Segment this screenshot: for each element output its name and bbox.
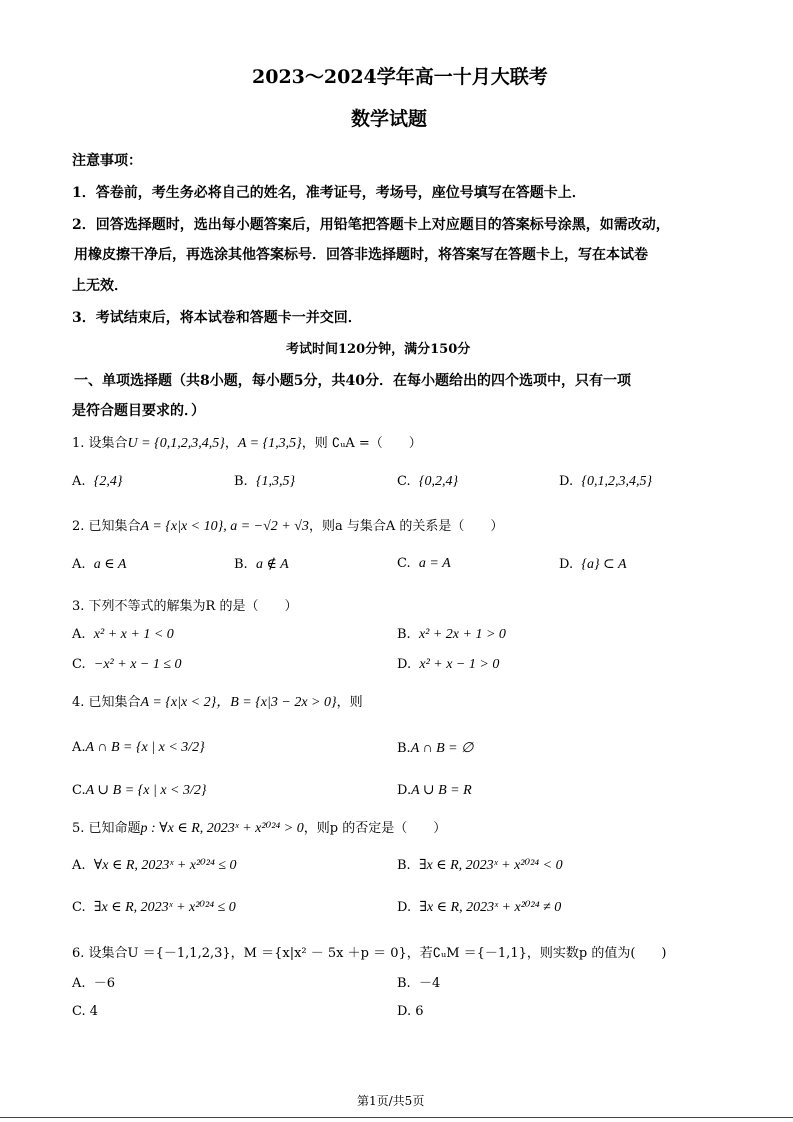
option-value: {a} ⊂ A bbox=[581, 557, 627, 572]
option-label: A. bbox=[72, 474, 86, 489]
option-value: A ∩ B = {x | x < 3/2} bbox=[85, 740, 205, 755]
q4-stem-prefix: 4. 已知集合 bbox=[72, 695, 141, 710]
q2-option-d bbox=[559, 556, 627, 573]
option-value: 6 bbox=[415, 1004, 424, 1019]
option-label: C. bbox=[397, 556, 411, 571]
option-value: {2,4} bbox=[93, 474, 123, 489]
q5-option-d bbox=[397, 899, 561, 916]
option-label: A. bbox=[72, 740, 86, 755]
notice-item-2-line-3: 上无效． bbox=[72, 278, 128, 294]
q5-option-a bbox=[72, 857, 237, 874]
option-value: {0,2,4} bbox=[418, 474, 459, 489]
q6-option-d bbox=[397, 1004, 424, 1019]
option-label: A. bbox=[72, 557, 86, 572]
option-label: B. bbox=[234, 557, 248, 572]
option-label: D. bbox=[397, 657, 412, 672]
section-1-line-1: 一、单项选择题（共8小题，每小题5分，共40分．在每小题给出的四个选项中，只有一项 bbox=[74, 373, 631, 389]
q4-math: A = {x|x < 2}，B = {x|3 − 2x > 0} bbox=[140, 695, 337, 710]
option-value: −x² + x − 1 ≤ 0 bbox=[93, 657, 182, 672]
option-label: D. bbox=[397, 900, 412, 915]
option-label: A. bbox=[72, 858, 86, 873]
q2-option-b bbox=[234, 556, 289, 573]
option-value: ∃x ∈ R, 2023ˣ + x²⁰²⁴ ≠ 0 bbox=[419, 900, 562, 915]
q6-option-b bbox=[397, 972, 440, 991]
option-value: A ∩ B = ∅ bbox=[410, 741, 474, 756]
option-value: a ∈ A bbox=[93, 557, 127, 572]
q3-option-d bbox=[397, 657, 499, 673]
q1-stem-prefix: 1. 设集合 bbox=[72, 436, 128, 451]
option-label: C. bbox=[72, 900, 86, 915]
option-label: A. bbox=[72, 976, 86, 991]
q2-option-c bbox=[397, 556, 451, 572]
q5-stem bbox=[72, 817, 446, 837]
q1-sep: ， bbox=[224, 436, 238, 451]
option-value: 4 bbox=[89, 1004, 99, 1019]
option-label: C. bbox=[72, 783, 86, 798]
option-value: A ∪ B = R bbox=[411, 783, 472, 798]
q5-option-c bbox=[72, 899, 236, 916]
option-value: {1,3,5} bbox=[255, 474, 296, 489]
option-value: A ∪ B = {x | x < 3/2} bbox=[85, 783, 207, 798]
q1-option-b bbox=[234, 474, 295, 490]
exam-title: 2023～2024学年高一十月大联考 bbox=[252, 66, 548, 88]
q5-stem-suffix: ，则p 的否定是（ ） bbox=[303, 821, 447, 836]
q1-stem bbox=[72, 432, 422, 452]
option-label: D. bbox=[397, 783, 412, 798]
option-value: ∃x ∈ R, 2023ˣ + x²⁰²⁴ ≤ 0 bbox=[93, 900, 236, 915]
option-value: －6 bbox=[93, 976, 116, 991]
option-value: －4 bbox=[418, 976, 441, 991]
q6-option-a bbox=[72, 972, 115, 991]
q3-option-c bbox=[72, 657, 182, 673]
option-label: B. bbox=[397, 858, 411, 873]
option-value: a = A bbox=[418, 556, 451, 571]
page-number: 第1页/共5页 bbox=[357, 1094, 425, 1108]
option-label: B. bbox=[397, 976, 411, 991]
q3-option-b bbox=[397, 627, 506, 643]
q6-stem: 6. 设集合U ＝{－1,1,2,3}，M ＝{x|x² － 5x ＋p ＝ 0}，若∁ᵤM ＝{－1,1}，则实数p 的值为( ) bbox=[72, 946, 667, 961]
notice-item-2-line-1: 2．回答选择题时，选出每小题答案后，用铅笔把答题卡上对应题目的答案标号涂黑，如需改动， bbox=[72, 217, 670, 233]
q4-option-c bbox=[72, 782, 206, 799]
q4-option-a bbox=[72, 740, 205, 756]
q5-math: p : ∀x ∈ R, 2023ˣ + x²⁰²⁴ > 0 bbox=[140, 821, 304, 836]
q2-math: A = {x|x < 10}, a = −√2 + √3 bbox=[140, 519, 309, 534]
q1-stem-suffix: ，则 ∁ᵤA =（ ） bbox=[301, 436, 422, 451]
option-value: a ∉ A bbox=[255, 557, 289, 572]
option-value: ∀x ∈ R, 2023ˣ + x²⁰²⁴ ≤ 0 bbox=[93, 858, 237, 873]
q4-stem bbox=[72, 691, 363, 711]
option-value: x² + 2x + 1 > 0 bbox=[418, 627, 506, 642]
q2-stem-prefix: 2. 已知集合 bbox=[72, 519, 141, 534]
q2-stem bbox=[72, 515, 503, 535]
exam-time: 考试时间120分钟，满分150分 bbox=[286, 342, 471, 357]
notice-heading: 注意事项： bbox=[72, 153, 142, 169]
q3-option-a bbox=[72, 627, 174, 643]
option-label: B. bbox=[234, 474, 248, 489]
q2-stem-suffix: ，则a 与集合A 的关系是（ ） bbox=[308, 519, 504, 534]
notice-item-2-line-2: 用橡皮擦干净后，再选涂其他答案标号．回答非选择题时，将答案写在答题卡上，写在本试卷 bbox=[74, 247, 648, 263]
section-1-line-2: 是符合题目要求的．） bbox=[72, 403, 205, 419]
q1-option-a bbox=[72, 474, 123, 490]
notice-item-1: 1．答卷前，考生务必将自己的姓名，准考证号，考场号，座位号填写在答题卡上． bbox=[72, 185, 586, 201]
q1-set-a: A = {1,3,5} bbox=[237, 436, 302, 451]
q4-option-b bbox=[397, 740, 473, 757]
option-label: A. bbox=[72, 627, 86, 642]
option-label: D. bbox=[559, 474, 574, 489]
q1-set-u: U = {0,1,2,3,4,5} bbox=[127, 436, 225, 451]
option-label: B. bbox=[397, 627, 411, 642]
q6-option-c bbox=[72, 1004, 98, 1019]
option-value: ∃x ∈ R, 2023ˣ + x²⁰²⁴ < 0 bbox=[418, 858, 563, 873]
q5-stem-prefix: 5. 已知命题 bbox=[72, 821, 141, 836]
q3-stem: 3. 下列不等式的解集为R 的是（ ） bbox=[72, 599, 298, 614]
option-label: C. bbox=[397, 474, 411, 489]
option-label: D. bbox=[559, 557, 574, 572]
option-value: x² + x − 1 > 0 bbox=[419, 657, 500, 672]
option-label: D. bbox=[397, 1004, 412, 1019]
q1-option-d bbox=[559, 474, 652, 490]
bottom-rule bbox=[0, 1117, 793, 1118]
option-label: B. bbox=[397, 741, 411, 756]
q4-option-d bbox=[397, 782, 472, 799]
option-label: C. bbox=[72, 657, 86, 672]
notice-item-3: 3．考试结束后，将本试卷和答题卡一并交回． bbox=[72, 310, 362, 326]
q2-option-a bbox=[72, 556, 126, 573]
option-value: x² + x + 1 < 0 bbox=[93, 627, 174, 642]
q1-option-c bbox=[397, 474, 458, 490]
q4-stem-suffix: ，则 bbox=[336, 695, 363, 710]
q5-option-b bbox=[397, 857, 563, 874]
exam-subtitle: 数学试题 bbox=[351, 108, 428, 130]
option-label: C. bbox=[72, 1004, 86, 1019]
option-value: {0,1,2,3,4,5} bbox=[581, 474, 653, 489]
